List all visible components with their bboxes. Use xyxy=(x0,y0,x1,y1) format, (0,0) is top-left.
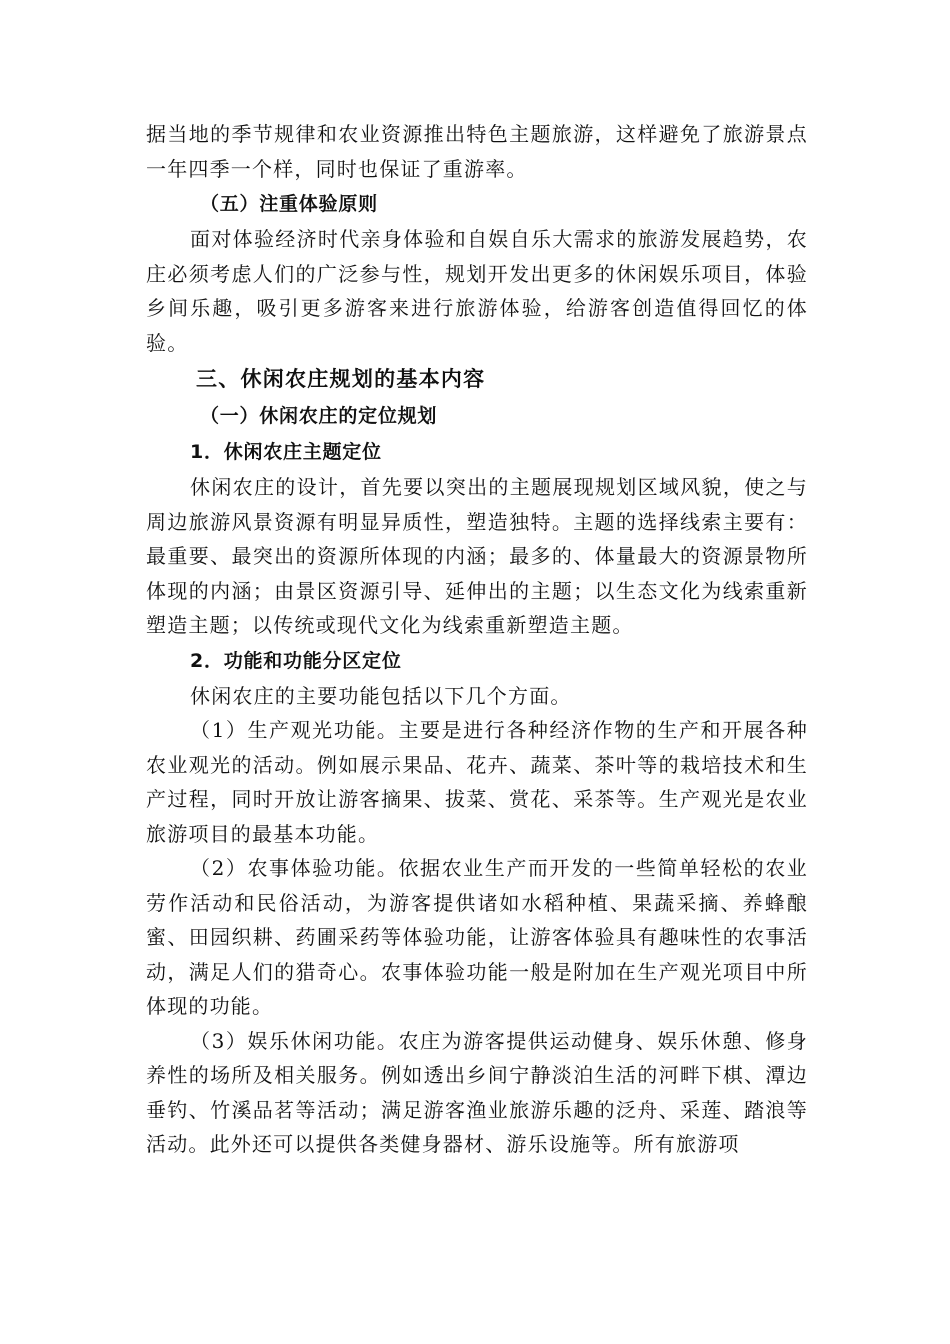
item-heading-1: 1．休闲农庄主题定位 xyxy=(190,441,382,463)
subsection-heading-1: （一）休闲农庄的定位规划 xyxy=(200,405,438,427)
document-body xyxy=(146,117,808,1162)
section-heading-3: 三、休闲农庄规划的基本内容 xyxy=(196,367,486,391)
paragraph-function-3: （3）娱乐休闲功能。农庄为游客提供运动健身、娱乐休憩、修身养性的场所及相关服务。例如透出乡间宁静淡泊生活的河畔下棋、潭边垂钓、竹溪品茗等活动；满足游客渔业旅游乐趣的泛舟、采莲、踏浪等活动。此外还可以提供各类健身器材、游乐设施等。所有旅游项 xyxy=(146,1028,808,1156)
paragraph-experience: 面对体验经济时代亲身体验和自娱自乐大需求的旅游发展趋势，农庄必须考虑人们的广泛参与性，规划开发出更多的休闲娱乐项目，体验乡间乐趣，吸引更多游客来进行旅游体验，给游客创造值得回忆的体验。 xyxy=(146,227,808,355)
paragraph-functions-intro: 休闲农庄的主要功能包括以下几个方面。 xyxy=(190,683,572,708)
paragraph-continuation: 据当地的季节规律和农业资源推出特色主题旅游，这样避免了旅游景点一年四季一个样，同时也保证了重游率。 xyxy=(146,122,808,181)
paragraph-theme: 休闲农庄的设计，首先要以突出的主题展现规划区域风貌，使之与周边旅游风景资源有明显异质性，塑造独特。主题的选择线索主要有：最重要、最突出的资源所体现的内涵；最多的、体量最大的资源景物所体现的内涵；由景区资源引导、延伸出的主题；以生态文化为线索重新塑造主题；以传统或现代文化为线索重新塑造主题。 xyxy=(146,475,808,637)
paragraph-function-1: （1）生产观光功能。主要是进行各种经济作物的生产和开展各种农业观光的活动。例如展示果品、花卉、蔬菜、茶叶等的栽培技术和生产过程，同时开放让游客摘果、拔菜、赏花、采茶等。生产观光是农业旅游项目的最基本功能。 xyxy=(146,718,808,846)
item-heading-2: 2．功能和功能分区定位 xyxy=(190,649,402,672)
heading-principle-5: （五）注重体验原则 xyxy=(200,193,378,215)
paragraph-function-2: （2）农事体验功能。依据农业生产而开发的一些简单轻松的农业劳作活动和民俗活动，为游客提供诸如水稻种植、果蔬采摘、养蜂酿蜜、田园织耕、药圃采药等体验功能，让游客体验具有趣味性的农事活动，满足人们的猎奇心。农事体验功能一般是附加在生产观光项目中所体现的功能。 xyxy=(146,856,808,1018)
